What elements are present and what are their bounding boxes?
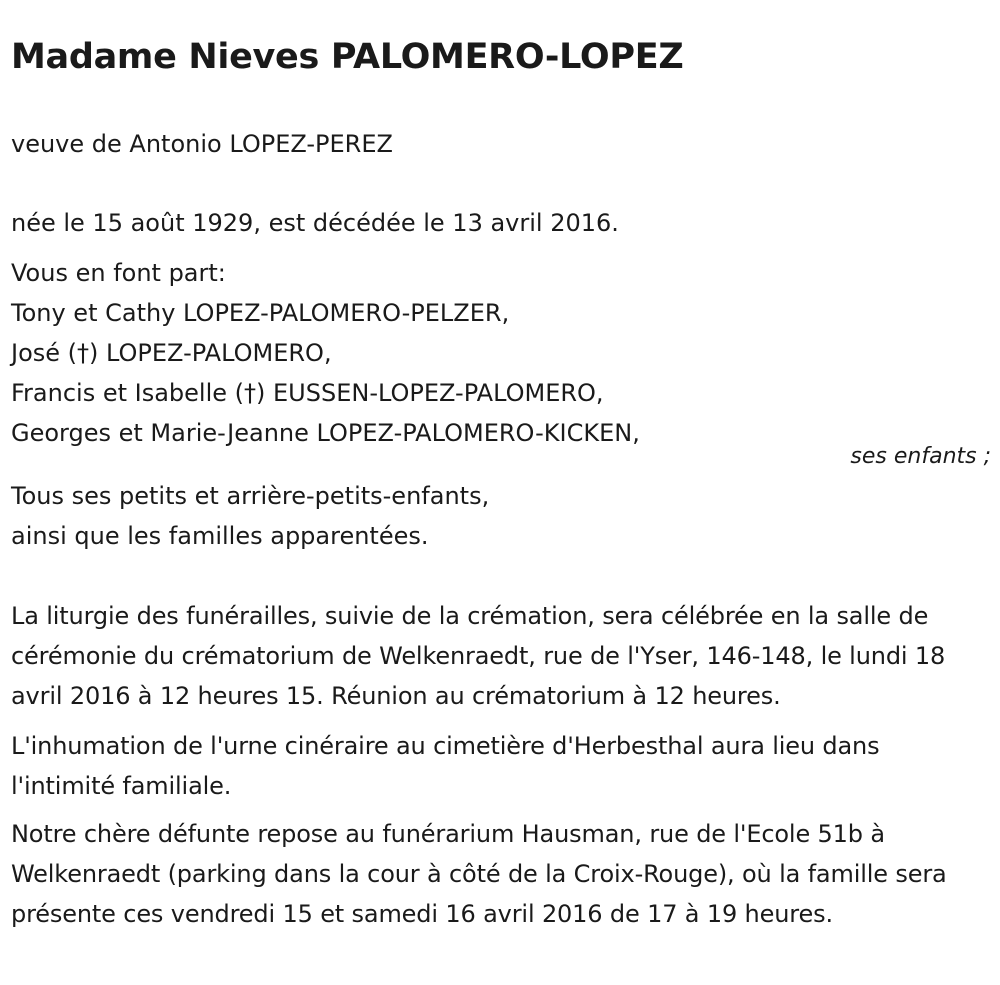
funerarium-paragraph: Notre chère défunte repose au funérarium Hausman, rue de l'Ecole 51b à Welkenraedt (parking dans la cour à côté de la Croix-Rouge), où la famille sera présente ces vendredi 15 et samedi 16 avril 2016 de 17 à 19 heures. <box>11 820 947 928</box>
child-line: Tony et Cathy LOPEZ-PALOMERO-PELZER, <box>11 299 510 327</box>
burial-paragraph: L'inhumation de l'urne cinéraire au cimetière d'Herbesthal aura lieu dans l'intimité familiale. <box>11 732 880 800</box>
announce-intro: Vous en font part: <box>11 259 226 287</box>
children-role-label: ses enfants ; <box>850 444 991 469</box>
families-line: ainsi que les familles apparentées. <box>11 522 429 550</box>
birth-death-dates: née le 15 août 1929, est décédée le 13 avril 2016. <box>11 209 619 237</box>
grandchildren-line: Tous ses petits et arrière-petits-enfants, <box>11 482 490 510</box>
child-line: José (†) LOPEZ-PALOMERO, <box>11 339 332 367</box>
deceased-name-title: Madame Nieves PALOMERO-LOPEZ <box>11 37 684 77</box>
widow-line: veuve de Antonio LOPEZ-PEREZ <box>11 130 393 158</box>
child-line: Francis et Isabelle (†) EUSSEN-LOPEZ-PALOMERO, <box>11 379 604 407</box>
child-line: Georges et Marie-Jeanne LOPEZ-PALOMERO-KICKEN, <box>11 419 640 447</box>
liturgy-paragraph: La liturgie des funérailles, suivie de la crémation, sera célébrée en la salle de cérémonie du crématorium de Welkenraedt, rue de l'Yser, 146-148, le lundi 18 avril 2016 à 12 heures 15. Réunion au crématorium à 12 heures. <box>11 602 946 710</box>
